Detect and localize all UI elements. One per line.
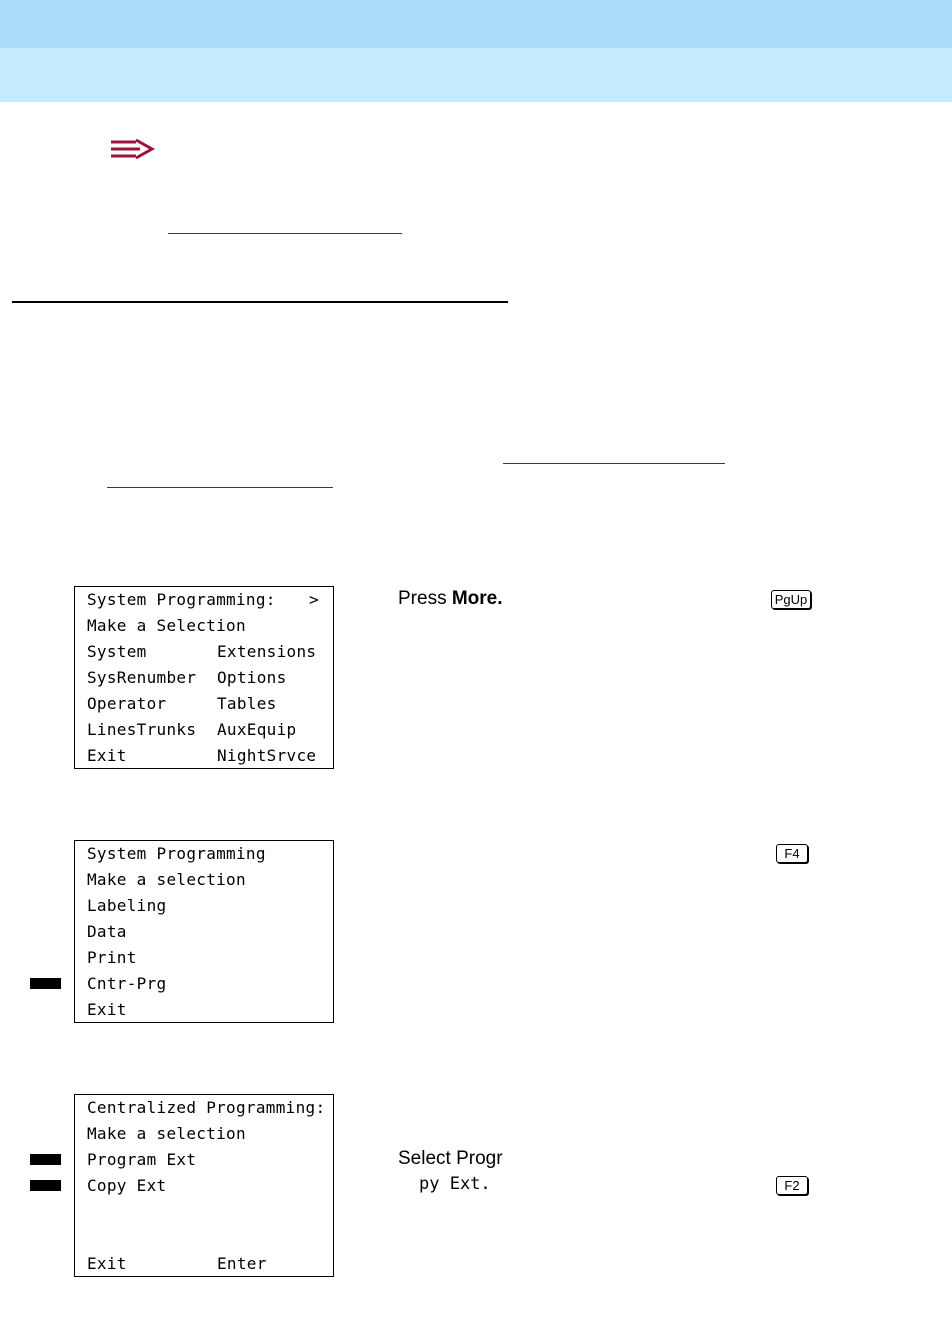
screen-option-data[interactable]: Data xyxy=(87,922,127,941)
screen-option-system[interactable]: System xyxy=(87,642,147,661)
instruction-emphasis: More. xyxy=(451,588,503,609)
display-screen-system-programming-more xyxy=(74,840,334,1023)
instruction-step-3-line-2: py Ext. xyxy=(419,1174,491,1194)
screen-option-cntr-prg[interactable]: Cntr-Prg xyxy=(87,974,167,993)
more-indicator: > xyxy=(309,590,319,609)
f4-key: F4 xyxy=(776,844,808,863)
screen-option-nightsrvce[interactable]: NightSrvce xyxy=(217,746,317,765)
section-divider xyxy=(12,301,508,303)
softkey-indicator[interactable] xyxy=(30,1180,61,1191)
screen-line: Make a Selection xyxy=(87,616,246,635)
screen-option-tables[interactable]: Tables xyxy=(217,694,277,713)
screen-line: System Programming xyxy=(87,844,266,863)
instruction-text: Press xyxy=(398,588,452,609)
header-band-bottom xyxy=(0,48,952,102)
softkey-indicator[interactable] xyxy=(30,978,61,989)
instruction-step-3-line-1: Select Progr xyxy=(398,1148,503,1169)
screen-option-extensions[interactable]: Extensions xyxy=(217,642,317,661)
screen-option-linestrunks[interactable]: LinesTrunks xyxy=(87,720,197,739)
screen-option-options[interactable]: Options xyxy=(217,668,287,687)
screen-option-labeling[interactable]: Labeling xyxy=(87,896,167,915)
screen-line: Make a selection xyxy=(87,1124,246,1143)
screen-line: System Programming: xyxy=(87,590,276,609)
screen-option-exit[interactable]: Exit xyxy=(87,746,127,765)
f2-key: F2 xyxy=(776,1176,808,1195)
cross-reference-link[interactable] xyxy=(168,233,402,234)
cross-reference-link[interactable] xyxy=(107,487,333,488)
header-band-top xyxy=(0,0,952,48)
display-screen-centralized-programming xyxy=(74,1094,334,1277)
screen-line: Make a selection xyxy=(87,870,246,889)
cross-reference-link[interactable] xyxy=(503,463,725,464)
pgup-key: PgUp xyxy=(771,590,811,609)
screen-option-enter[interactable]: Enter xyxy=(217,1254,267,1273)
screen-option-copy-ext[interactable]: Copy Ext xyxy=(87,1176,167,1195)
screen-option-exit[interactable]: Exit xyxy=(87,1000,127,1019)
screen-line: Centralized Programming: xyxy=(87,1098,326,1117)
screen-option-operator[interactable]: Operator xyxy=(87,694,167,713)
screen-option-exit[interactable]: Exit xyxy=(87,1254,127,1273)
note-arrow-icon xyxy=(110,138,156,162)
screen-option-print[interactable]: Print xyxy=(87,948,137,967)
screen-option-auxequip[interactable]: AuxEquip xyxy=(217,720,297,739)
instruction-step-1 xyxy=(398,588,503,610)
softkey-indicator[interactable] xyxy=(30,1154,61,1165)
screen-option-program-ext[interactable]: Program Ext xyxy=(87,1150,197,1169)
display-screen-system-programming xyxy=(74,586,334,769)
screen-option-sysrenumber[interactable]: SysRenumber xyxy=(87,668,197,687)
